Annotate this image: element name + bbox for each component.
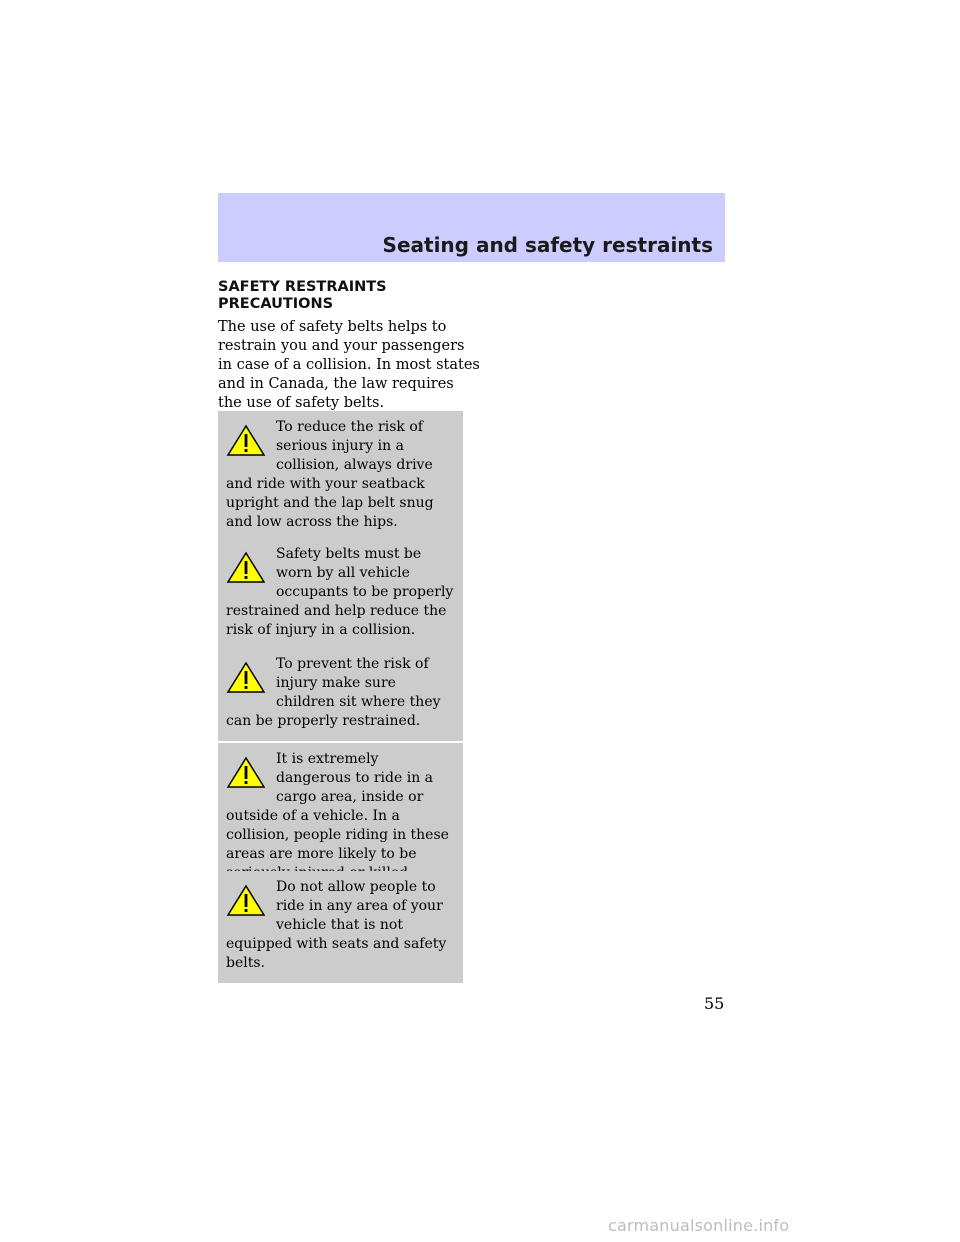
- warning-triangle-icon: [226, 424, 270, 462]
- warning-triangle-icon: [226, 756, 270, 794]
- warning-text: Do not allow people to ride in any area of your vehicle that is not equipped with seats and safety belts.: [226, 879, 447, 971]
- warning-text: To reduce the risk of serious injury in a collision, always drive and ride with your seatback upright and the lap belt snug and low across the hips.: [226, 419, 434, 530]
- page-number: 55: [704, 994, 725, 1013]
- intro-paragraph: The use of safety belts helps to restrain you and your passengers in case of a collision. In most states and in Canada, the law requires the use of safety belts.: [218, 319, 480, 411]
- section-header-title: Seating and safety restraints: [382, 233, 713, 257]
- warning-triangle-icon: [226, 884, 270, 922]
- watermark: carmanualsonline.info: [608, 1216, 790, 1235]
- section-header-band: [218, 193, 725, 262]
- section-heading: SAFETY RESTRAINTS PRECAUTIONS: [218, 279, 387, 312]
- warning-box: [218, 871, 463, 983]
- warning-box: [218, 411, 463, 542]
- warning-box: [218, 648, 463, 741]
- warning-text: It is extremely dangerous to ride in a cargo area, inside or outside of a vehicle. In a collision, people riding in these areas are more likely to be: [226, 751, 449, 862]
- warning-box: [218, 538, 463, 650]
- warning-triangle-icon: [226, 551, 270, 589]
- warning-text: To prevent the risk of injury make sure children sit where they can be properly restrained.: [226, 656, 441, 729]
- warning-triangle-icon: [226, 661, 270, 699]
- warning-text: Safety belts must be worn by all vehicle occupants to be properly restrained and help reduce the risk of injury in a collision.: [226, 546, 454, 638]
